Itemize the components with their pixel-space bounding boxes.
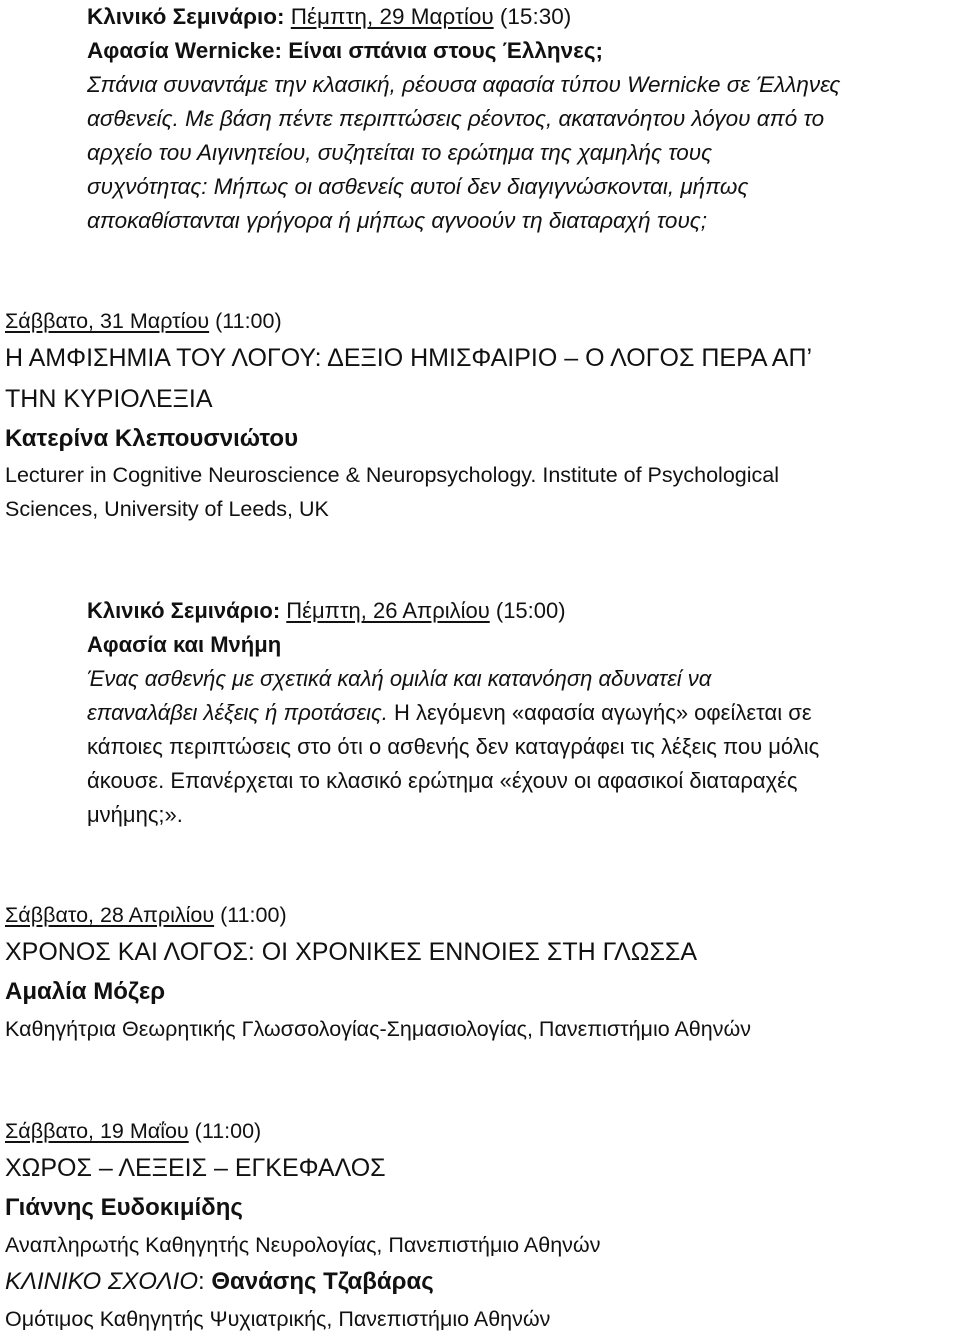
seminar-aphasia-memory	[87, 594, 960, 832]
lecture-date-line	[5, 898, 955, 932]
seminar-wernicke	[87, 0, 960, 238]
lecture-time: (11:00)	[188, 1119, 262, 1143]
seminar-time: (15:00)	[489, 598, 566, 623]
lecture-speaker: Γιάννης Ευδοκιμίδης	[5, 1194, 243, 1221]
seminar-desc-line	[87, 764, 960, 798]
lecture-date: Σάββατο, 19 Μαΐου	[5, 1119, 189, 1143]
lecture-title: ΧΡΟΝΟΣ ΚΑΙ ΛΟΓΟΣ: ΟΙ ΧΡΟΝΙΚΕΣ ΕΝΝΟΙΕΣ ΣΤΗ ΓΛΩΣΣΑ	[5, 938, 698, 966]
lecture-ambiguity	[5, 304, 955, 526]
seminar-desc-line: συχνότητας: Μήπως οι ασθενείς αυτοί δεν διαγιγνώσκονται, μήπως	[87, 174, 749, 199]
seminar-title: Αφασία και Μνήμη	[87, 632, 282, 657]
seminar-desc-text: Επανέρχεται το κλασικό ερώτημα «έχουν οι αφασικοί διαταραχές	[164, 768, 798, 793]
seminar-desc-line: αρχείο του Αιγινητείου, συζητείται το ερώτημα της χαμηλής τους	[87, 140, 713, 165]
lecture-date-line	[5, 1114, 955, 1148]
lecture-time: (11:00)	[209, 309, 282, 333]
lecture-speaker: Κατερίνα Κλεπουσνιώτου	[5, 425, 299, 452]
seminar-label-sep: :	[272, 598, 287, 623]
seminar-desc-text: άκουσε.	[87, 768, 165, 793]
seminar-desc-line: ασθενείς. Με βάση πέντε περιπτώσεις ρέοντος, ακατανόητου λόγου από το	[87, 106, 825, 131]
lecture-date: Σάββατο, 28 Απριλίου	[5, 903, 215, 927]
seminar-date: Πέμπτη, 26 Απριλίου	[286, 598, 490, 623]
seminar-label: Κλινικό Σεμινάριο	[87, 598, 273, 623]
lecture-date: Σάββατο, 31 Μαρτίου	[5, 309, 210, 333]
lecture-title-line: Η ΑΜΦΙΣΗΜΙΑ ΤΟΥ ΛΟΓΟΥ: ΔΕΞΙΟ ΗΜΙΣΦΑΙΡΙΟ – Ο ΛΟΓΟΣ ΠΕΡΑ ΑΠ’	[5, 344, 813, 372]
clinical-comment-speaker: Θανάσης Τζαβάρας	[211, 1268, 434, 1295]
seminar-desc-line: Ένας ασθενής με σχετικά καλή ομιλία και κατανόηση αδυνατεί να	[87, 666, 712, 691]
seminar-heading	[87, 594, 960, 628]
seminar-time: (15:30)	[493, 4, 572, 29]
seminar-title: Αφασία Wernicke: Είναι σπάνια στους Έλληνες;	[87, 38, 604, 63]
seminar-desc-text: Η λεγόμενη «αφασία αγωγής» οφείλεται σε	[387, 700, 812, 725]
seminar-desc-line: κάποιες περιπτώσεις στο ότι ο ασθενής δεν καταγράφει τις λέξεις που μόλις	[87, 734, 820, 759]
lecture-affiliation: Αναπληρωτής Καθηγητής Νευρολογίας, Πανεπιστήμιο Αθηνών	[5, 1233, 601, 1257]
clinical-comment-affiliation: Ομότιμος Καθηγητής Ψυχιατρικής, Πανεπιστήμιο Αθηνών	[5, 1307, 551, 1331]
lecture-affiliation-line: Sciences, University of Leeds, UK	[5, 497, 329, 521]
seminar-desc-italic: επαναλάβει λέξεις ή προτάσεις.	[87, 700, 388, 725]
lecture-speaker: Αμαλία Μόζερ	[5, 978, 166, 1005]
lecture-time: (11:00)	[214, 903, 287, 927]
clinical-comment-sep: :	[198, 1268, 212, 1295]
lecture-time-language	[5, 898, 955, 1046]
lecture-date-line	[5, 304, 955, 338]
lecture-space-words-brain	[5, 1114, 955, 1336]
seminar-desc-line: Σπάνια συναντάμε την κλασική, ρέουσα αφασία τύπου Wernicke σε Έλληνες	[87, 72, 841, 97]
clinical-comment-line	[5, 1262, 955, 1302]
seminar-desc-line: αποκαθίστανται γρήγορα ή μήπως αγνοούν τη διαταραχή τους;	[87, 208, 708, 233]
seminar-label: Κλινικό Σεμινάριο	[87, 4, 278, 29]
seminar-desc-line	[87, 696, 960, 730]
lecture-title: ΧΩΡΟΣ – ΛΕΞΕΙΣ – ΕΓΚΕΦΑΛΟΣ	[5, 1154, 386, 1182]
lecture-affiliation-line: Lecturer in Cognitive Neuroscience & Neuropsychology. Institute of Psychological	[5, 463, 779, 487]
seminar-desc-line: μνήμης;».	[87, 802, 183, 827]
lecture-affiliation: Καθηγήτρια Θεωρητικής Γλωσσολογίας-Σημασιολογίας, Πανεπιστήμιο Αθηνών	[5, 1017, 752, 1041]
seminar-date: Πέμπτη, 29 Μαρτίου	[290, 4, 494, 29]
seminar-heading	[87, 0, 960, 34]
clinical-comment-label: ΚΛΙΝΙΚΟ ΣΧΟΛΙΟ	[5, 1268, 199, 1295]
seminar-label-sep: :	[277, 4, 291, 29]
lecture-title-line: ΤΗΝ ΚΥΡΙΟΛΕΞΙΑ	[5, 385, 213, 413]
